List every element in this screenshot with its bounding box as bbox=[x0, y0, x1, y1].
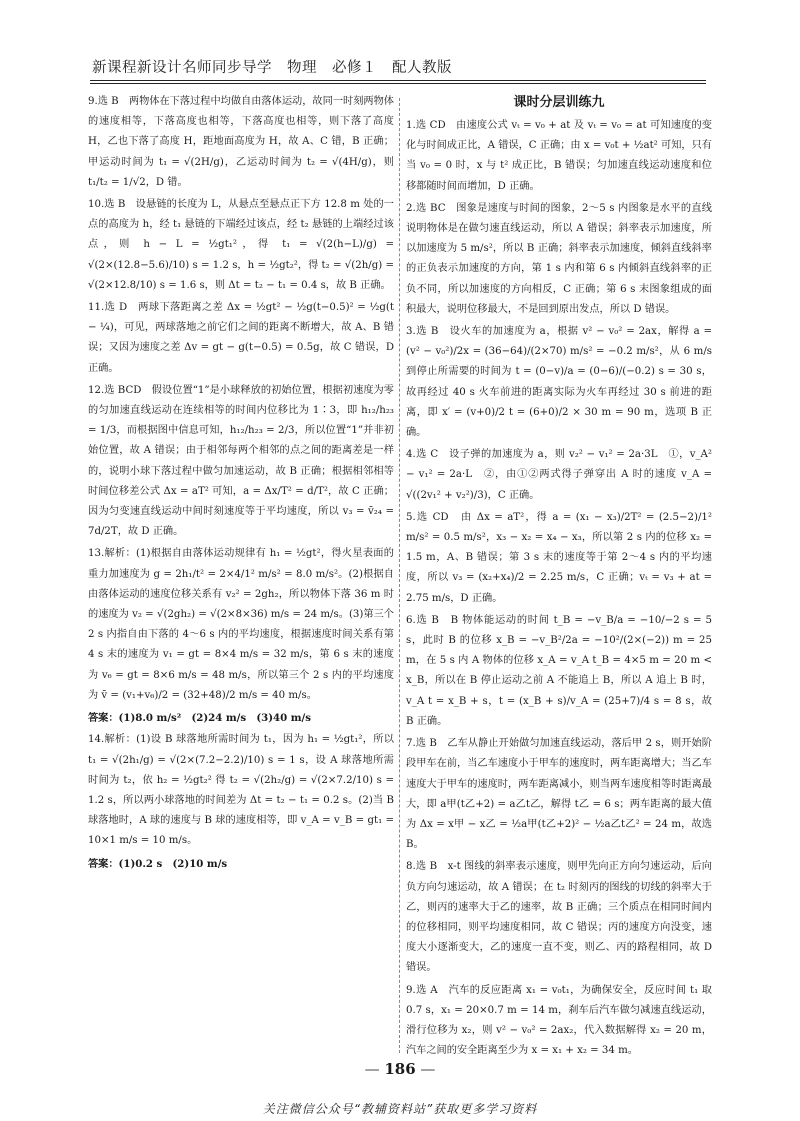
page-number-row bbox=[0, 1060, 800, 1078]
answer-item: 12.选 BCD 假设位置“1”是小球释放的初始位置，根据初速度为零的匀加速直线运动在连续相等的时间内位移比为 1∶3，即 h₁₂/h₂₃ = 1/3，而根据图中信息可知，h₁₂/h₂₃ = 2/3，所以位置“1”并非初始位置，故 A 错误；由于相邻每两个相邻的点之间的距离差是一样的，说明小球下落过程中做匀加速运动，故 B 正确；根据相邻相等时间位移差公式 Δx = aT² 可知，a = Δx/T² = d/T²，故 C 正确；因为匀变速直线运动中间时刻速度等于平均速度，所以 v₃ = v̄₂₄ = 7d/2T，故 D 正确。 bbox=[88, 384, 394, 538]
answer-item: 1.选 CD 由速度公式 vₜ = v₀ + at 及 vₜ = v₀ = at 可知速度的变化与时间成正比，A 错误，C 正确；由 x = v₀t + ½at² 可知，只有当 v₀ = 0 时，x 与 t² 成正比，B 错误；匀加速直线运动速度和位移都随时间而增加，D 正确。 bbox=[406, 120, 712, 192]
page-dash-right: — bbox=[415, 1060, 436, 1078]
answer-item: 8.选 B x-t 图线的斜率表示速度，则甲先向正方向匀速运动，后向负方向匀速运动，故 A 错误；在 t₂ 时刻丙的图线的切线的斜率大于乙，则丙的速率大于乙的速率，故 B 正确；三个质点在相同时间内的位移相同，则平均速度相同，故 C 错误；丙的速度方向没变，速度大小逐渐变大，乙的速度一直不变，则乙、丙的路程相同，故 D 错误。 bbox=[406, 861, 712, 974]
column-divider bbox=[399, 98, 400, 1053]
answer-item: 13.解析：(1)根据自由落体运动规律有 h₁ = ½gt²，得火星表面的重力加速度为 g = 2h₁/t² = 2×4/1² m/s² = 8.0 m/s²。(2)根据自由落体运动的速度位移关系有 v₂² = 2gh₂，所以物体下落 36 m 时的速度为 v₂ = √(2gh₂) = √(2×8×36) m/s = 24 m/s。(3)第三个 2 s 内指自由下落的 4～6 s 内的平均速度，根据速度时间关系有第 4 s 末的速度为 v₁ = gt = 8×4 m/s = 32 m/s，第 6 s 末的速度为 v₆ = gt = 8×6 m/s = 48 m/s，所以第三个 2 s 内的平均速度为 v̄ = (v₁+v₆)/2 = (32+48)/2 m/s = 40 m/s。 bbox=[88, 548, 394, 701]
answer-item: 14.解析：(1)设 B 球落地所需时间为 t₁，因为 h₁ = ½gt₁²，所以 t₁ = √(2h₁/g) = √(2×(7.2−2.2)/10) s = 1 s，设 A 球落地所需时间为 t₂，依 h₂ = ½gt₂² 得 t₂ = √(2h₂/g) = √(2×7.2/10) s = 1.2 s，所以两小球落地的时间差为 Δt = t₂ − t₁ = 0.2 s。(2)当 B 球落地时，A 球的速度与 B 球的速度相等，即 v_A = v_B = gt₁ = 10×1 m/s = 10 m/s。 bbox=[88, 734, 394, 847]
footer-note: 关注微信公众号“教辅资料站”获取更多学习资料 bbox=[262, 1102, 538, 1116]
answer-item: 9.选 A 汽车的反应距离 x₁ = v₀t₁，为确保安全，反应时间 t₁ 取 0.7 s，x₁ = 20×0.7 m = 14 m，刹车后汽车做匀减速直线运动，滑行位移为 x₂，则 v² − v₀² = 2ax₂，代入数据解得 x₂ = 20 m，汽车之间的安全距离至少为 x = x₁ + x₂ = 34 m。 bbox=[406, 984, 712, 1057]
page-header: 新课程新设计名师同步导学 物理 必修１ 配人教版 bbox=[92, 60, 452, 76]
answer-item: 6.选 B B 物体能运动的时间 t_B = −v_B/a = −10/−2 s = 5 s，此时 B 的位移 x_B = −v_B²/2a = −10²/(2×(−2)) m = 25 m，在 5 s 内 A 物体的位移 x_A = v_A t_B = 4×5 m = 20 m < x_B，所以在 B 停止运动之前 A 不能追上 B，所以 A 追上 B 时，v_A t = x_B + s，t = (x_B + s)/v_A = (25+7)/4 s = 8 s，故 B 正确。 bbox=[406, 614, 712, 727]
final-answer: 答案：(1)0.2 s (2)10 m/s bbox=[88, 857, 228, 870]
answer-item: 7.选 B 乙车从静止开始做匀加速直线运动，落后甲 2 s，则开始阶段甲车在前，当乙车速度小于甲车的速度时，两车距离增大；当乙车速度大于甲车的速度时，两车距离减小，则当两车速度相等时距离最大，即 a甲(t乙+2) = a乙t乙，解得 t乙 = 6 s；两车距离的最大值为 Δx = x甲 − x乙 = ½a甲(t乙+2)² − ½a乙t乙² = 24 m，故选 B。 bbox=[406, 738, 712, 851]
answer-item: 11.选 D 两球下落距离之差 Δx = ½gt² − ½g(t−0.5)² = ½g(t − ¼)，可见，两球落地之前它们之间的距离不断增大，故 A、B 错误；又因为速度之差 Δv = gt − g(t−0.5) = 0.5g，故 C 错误，D 正确。 bbox=[88, 302, 394, 374]
answer-item: 4.选 C 设子弹的加速度为 a，则 v₂² − v₁² = 2a·3L ①，v_A² − v₁² = 2a·L ②，由①②两式得子弹穿出 A 时的速度 v_A = √((2v₁² + v₂²)/3)，C 正确。 bbox=[406, 449, 712, 501]
answer-item: 10.选 B 设悬链的长度为 L，从悬点至悬点正下方 12.8 m 处的一点的高度为 h，经 t₁ 悬链的下端经过该点，经 t₂ 悬链的上端经过该点，则 h − L = ½gt₁²，得 t₁ = √(2(h−L)/g) = √(2×(12.8−5.6)/10) s = 1.2 s，h = ½gt₂²，得 t₂ = √(2h/g) = √(2×12.8/10) s = 1.6 s，则 Δt = t₂ − t₁ = 0.4 s，故 B 正确。 bbox=[88, 199, 394, 291]
header-rule bbox=[90, 80, 706, 81]
page-number: 186 bbox=[384, 1060, 416, 1078]
answer-item: 2.选 BC 图象是速度与时间的图象，2～5 s 内图象是水平的直线说明物体是在做匀速直线运动，所以 A 错误；斜率表示加速度，所以加速度为 5 m/s²，所以 B 正确；斜率表示加速度，倾斜直线斜率的正负表示加速度的方向，第 1 s 内和第 6 s 内倾斜直线斜率的正负不同，所以加速度的方向相反，C 正确；第 6 s 末图象组成的面积最大，说明位移最大，不是回到原出发点，所以 D 错误。 bbox=[406, 202, 712, 315]
section-title: 课时分层训练九 bbox=[513, 95, 605, 110]
page-dash-left: — bbox=[364, 1060, 385, 1078]
left-column bbox=[88, 92, 394, 876]
answer-item: 9.选 B 两物体在下落过程中均做自由落体运动，故同一时刻两物体的速度相等，下落高度也相等，下落高度也相等，则下落了高度 H，乙也下落了高度 H，距地面高度为 H，故 A、C 错，B 正确；甲运动时间为 t₁ = √(2H/g)，乙运动时间为 t₂ = √(4H/g)，则 t₁/t₂ = 1/√2，D 错。 bbox=[88, 96, 394, 188]
final-answer: 答案：(1)8.0 m/s² (2)24 m/s (3)40 m/s bbox=[88, 712, 312, 725]
header-rule-thin bbox=[90, 83, 706, 84]
answer-item: 5.选 CD 由 Δx = aT²，得 a = (x₁ − x₃)/2T² = (2.5−2)/1² m/s² = 0.5 m/s²，x₃ − x₂ = x₄ − x₃，所以第 2 s 内的位移 x₂ = 1.5 m，A、B 错误；第 3 s 末的速度等于第 2～4 s 内的平均速度，所以 v₃ = (x₂+x₄)/2 = 2.25 m/s，C 正确；vₜ = v₃ + at = 2.75 m/s，D 正确。 bbox=[406, 511, 712, 604]
answer-item: 3.选 B 设火车的加速度为 a，根据 v² − v₀² = 2ax，解得 a = (v² − v₀²)/2x = (36−64)/(2×70) m/s² = −0.2 m/s²，从 6 m/s 到停止所需要的时间为 t = (0−v)/a = (0−6)/(−0.2) s = 30 s，故再经过 40 s 火车前进的距离实际为火车再经过 30 s 前进的距离，即 x′ = (v+0)/2 t = (6+0)/2 × 30 m = 90 m，选项 B 正确。 bbox=[406, 326, 712, 439]
right-column bbox=[406, 92, 712, 1063]
